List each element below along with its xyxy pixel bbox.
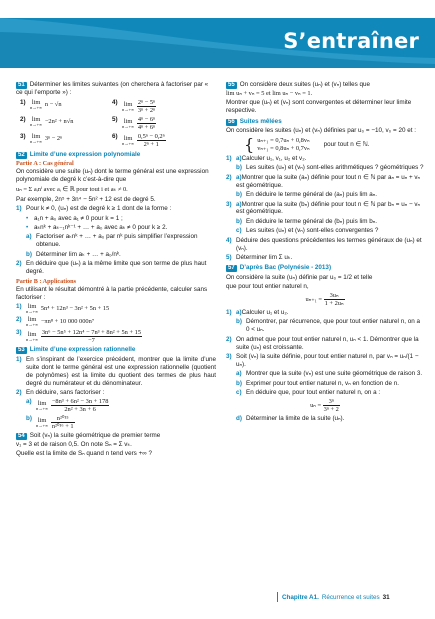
paragraph: En utilisant le résultat démontré à la partie précédente, calculer sans factoriser : — [16, 285, 208, 301]
exercise-intro: Déterminer les limites suivantes (on cherchera à factoriser par « ce qui l’emporte ») : — [16, 81, 209, 96]
item-label: 4) — [112, 98, 118, 106]
limit-item — [112, 116, 216, 131]
item-label: 2) — [20, 115, 26, 123]
item-label: b) — [236, 164, 242, 172]
question-text: Déduire des questions précédentes les termes généraux de (uₙ) et (vₙ). — [236, 236, 422, 252]
exercise-title: D’après Bac (Polynésie - 2013) — [239, 264, 332, 272]
question — [226, 191, 424, 199]
lim-word: lim — [123, 100, 133, 108]
limit-item — [112, 133, 216, 148]
item-label: b) — [236, 191, 242, 199]
chapter-label: Chapitre A1. — [282, 594, 319, 601]
item-label: 1) — [16, 205, 22, 213]
system-note: pour tout n ∈ ℕ. — [323, 141, 370, 149]
question — [226, 164, 424, 172]
page-number: 31 — [382, 594, 390, 601]
question — [226, 336, 424, 352]
lim-sub: n→+∞ — [26, 336, 39, 342]
question-text: Soit (vₙ) la suite définie, pour tout entier naturel n, par vₙ = uₙ/(1 − uₙ). — [236, 352, 419, 368]
paragraph: On considère une suite (uₙ) dont le terme général est une expression polynomiale de degré k c’est-à-dire que — [16, 168, 209, 184]
bullet — [16, 215, 216, 223]
limit-item — [112, 99, 216, 114]
denominator: 4ⁿ + 6ⁿ — [137, 123, 156, 131]
lim-sub: n→+∞ — [30, 121, 43, 127]
bullet-icon: • — [26, 223, 29, 231]
paragraph: Par exemple, 2n⁵ + 3n⁴ − 5n² + 12 est de degré 5. — [16, 196, 156, 204]
item-label: 2) — [16, 315, 22, 323]
header-banner — [0, 18, 435, 68]
lim-word: lim — [123, 134, 133, 142]
bullet — [16, 224, 216, 232]
exercise-number: 51 — [18, 82, 25, 88]
item-label: 1) — [226, 155, 232, 162]
lim-word: lim — [31, 98, 41, 106]
item-label: 1) — [226, 308, 232, 316]
question-list — [226, 155, 424, 262]
limit-item — [16, 316, 216, 328]
question-text: Calculer u₁ et u₂. — [241, 308, 289, 316]
formula: uₙ = Σ aᵢnⁱ avec aᵢ ∈ ℝ pour tout i et aₖ ≠ 0. — [16, 186, 128, 194]
numerator: 2ⁿ − 5ⁿ — [137, 98, 156, 106]
question-text: Démontrer, par récurrence, que pour tout entier naturel n, on a 0 < uₙ. — [246, 318, 420, 334]
lim-word: lim — [27, 330, 37, 338]
lim-word: lim — [37, 400, 47, 408]
item-label: 4) — [226, 236, 232, 244]
item-label: 5) — [226, 253, 232, 261]
limit-expression: 3ⁿ − 2ⁿ — [44, 135, 63, 143]
item-label: 3) — [16, 328, 22, 336]
question-text: En déduire, sans factoriser : — [26, 388, 105, 396]
item-label: a) — [236, 200, 242, 208]
formula-lhs: uₙ = — [310, 402, 322, 410]
lim-sub: n→+∞ — [26, 308, 39, 314]
bullet-text: aₖnᵏ + aₖ₋₁nᵏ⁻¹ + … + a₀ avec aₖ ≠ 0 pour k ≥ 2. — [34, 223, 168, 231]
question — [16, 389, 216, 397]
numerator: −8n³ + 6n² − 3n + 178 — [51, 398, 109, 406]
system-line: vₙ₊₁ = 0,8uₙ + 0,7vₙ — [257, 145, 310, 152]
limit-item — [16, 303, 216, 315]
question-text: En déduire le terme général de (aₙ) puis lim aₙ. — [246, 191, 378, 199]
numerator: 3uₙ — [324, 292, 345, 300]
lim-sub: n→+∞ — [122, 123, 135, 129]
item-label: b) — [236, 318, 242, 326]
question-text: En déduire le terme général de (bₙ) puis lim bₙ. — [246, 217, 378, 225]
question-text: On admet que pour tout entier naturel n, uₙ < 1. Démontrer que la suite (uₙ) est croissante. — [236, 335, 419, 351]
numerator: 3ⁿ — [323, 398, 340, 406]
question-text: Les suites (uₙ) et (vₙ) sont-elles arithmétiques ? géométriques ? — [246, 164, 424, 172]
lim-sub: n→+∞ — [122, 106, 135, 112]
item-label: b) — [26, 414, 32, 422]
question — [16, 356, 216, 388]
item-label: 2) — [226, 335, 232, 343]
brace-icon: { — [244, 135, 255, 154]
exercise-51 — [16, 81, 216, 97]
question-text: Montrer que la suite (bₙ) définie pour tout n ∈ ℕ par bₙ = uₙ − vₙ est géométrique. — [236, 200, 421, 216]
exercise-number: 53 — [18, 347, 25, 354]
left-column — [16, 81, 216, 459]
item-label: b) — [236, 379, 242, 387]
question — [16, 260, 216, 276]
question — [226, 237, 424, 253]
exercise-number: 54 — [18, 432, 25, 439]
lim-sub: n→+∞ — [30, 138, 43, 144]
system-line: uₙ₊₁ = 0,7uₙ + 0,8vₙ — [257, 137, 310, 144]
item-label: 1) — [16, 302, 22, 310]
recurrence-formula — [226, 292, 424, 307]
exercise-title: Limite d’une expression rationnelle — [29, 346, 136, 354]
lim-word: lim — [27, 315, 37, 323]
bullet-text: a₁n + a₀ avec a₁ ≠ 0 pour k = 1 ; — [34, 214, 123, 222]
numerator: n²⁰¹⁵ — [51, 415, 75, 423]
question-text: Montrer que la suite (aₙ) définie pour tout n ∈ ℕ par aₙ = uₙ + vₙ est géométrique. — [236, 173, 421, 189]
item-label: 3) — [226, 352, 232, 360]
limit-item — [16, 398, 216, 413]
numerator: 4ⁿ − 6ⁿ — [137, 115, 156, 123]
limit-item — [20, 133, 112, 148]
question — [226, 174, 424, 190]
item-label: 2) — [16, 260, 22, 268]
limits-list — [16, 303, 216, 344]
recurrence-system — [244, 137, 424, 153]
item-label: c) — [236, 389, 242, 397]
item-label: 2) — [226, 173, 232, 181]
question — [226, 309, 424, 317]
part-b-heading: Partie B : Applications — [16, 277, 76, 285]
exercise-number: 56 — [228, 118, 235, 125]
exercise-text: v₁ = 3 et de raison 0,5. On note Sₙ = Σ vₖ. — [16, 441, 132, 448]
item-label: a) — [236, 370, 242, 378]
lim-word: lim — [31, 115, 41, 123]
exercise-number: 57 — [228, 265, 235, 272]
limit-item — [16, 415, 216, 430]
exercise-57 — [226, 264, 424, 272]
footer-divider — [277, 592, 278, 602]
item-label: d) — [236, 414, 242, 422]
exercise-number: 55 — [228, 82, 235, 88]
limit-expression: −2n² + n√n — [44, 118, 74, 126]
exercise-title: Suites mêlées — [239, 117, 282, 125]
numerator: 0,5ⁿ − 0,2ⁿ — [137, 132, 165, 140]
limit-expression: n − √n — [44, 101, 62, 109]
denominator: 3ⁿ + 2 — [323, 406, 339, 414]
question-text: Pour k ≠ 0, (uₙ) est de degré k ≥ 1 dont de la forme : — [26, 205, 172, 213]
question — [226, 380, 424, 388]
item-label: 2) — [16, 388, 22, 396]
question — [226, 415, 424, 423]
question-text: En s’inspirant de l’exercice précédent, montrer que la limite d’une suite dont le terme général est une expression rationnelle (quotient de polynômes) est la limite du quotient des termes de plus haut degré du numérateur et du dénominateur. — [26, 355, 216, 387]
denominator: −7 — [88, 336, 95, 344]
exercise-54 — [16, 432, 216, 440]
question — [226, 218, 424, 226]
lim-word: lim — [37, 416, 47, 424]
exercise-53 — [16, 346, 216, 354]
question-text: En déduire que, pour tout entier naturel n, on a : — [246, 389, 381, 397]
question-text: En déduire que (uₙ) a la même limite que son terme de plus haut degré. — [26, 260, 207, 275]
question-text: Déterminer lim aₖ + … + a₀/nᵏ. — [36, 250, 121, 258]
lim-word: lim — [123, 117, 133, 125]
exercise-text: Soit (vₙ) la suite géométrique de premier terme — [29, 431, 161, 439]
item-label: b) — [236, 217, 242, 225]
item-label: a) — [26, 398, 32, 406]
question — [226, 201, 424, 217]
question-text: Montrer que la suite (vₙ) est une suite géométrique de raison 3. — [246, 370, 423, 378]
exercise-52 — [16, 151, 216, 159]
question — [16, 205, 216, 213]
item-label: a) — [236, 155, 242, 162]
exercise-text: On considère deux suites (uₙ) et (vₙ) telles que — [239, 81, 371, 88]
part-a-heading: Partie A : Cas général — [16, 160, 74, 168]
question — [226, 353, 424, 369]
question-text: Déterminer la limite de la suite (uₙ). — [246, 414, 345, 422]
question — [16, 251, 216, 259]
exercise-text: lim uₙ + vₙ = 5 et lim uₙ − vₙ = 1. — [226, 90, 313, 98]
question-text: Calculer u₁, v₁, u₂ et v₂. — [241, 155, 307, 162]
item-label: a) — [236, 308, 242, 316]
item-label: c) — [236, 227, 242, 235]
question — [226, 254, 424, 262]
question — [226, 155, 424, 163]
question-text: Les suites (uₙ) et (vₙ) sont-elles convergentes ? — [246, 227, 379, 235]
item-label: a) — [236, 173, 242, 181]
exercise-55 — [226, 81, 424, 89]
question — [226, 370, 424, 378]
question-list — [226, 309, 424, 423]
lim-word: lim — [31, 132, 41, 140]
right-column — [226, 81, 424, 425]
formula-lhs: uₙ₊₁ = — [305, 296, 322, 304]
paragraph: que pour tout entier naturel n, — [226, 282, 309, 290]
denominator: 3ⁿ + 2ⁿ — [137, 106, 156, 114]
question-text: Factoriser aₖnᵏ + … + a₀ par nᵏ puis simplifier l’expression obtenue. — [36, 233, 198, 249]
question-text: Déterminer lim Σ uₖ. — [236, 253, 293, 261]
item-label: b) — [26, 250, 32, 258]
denominator: n²⁰¹⁶ + 1 — [51, 422, 74, 430]
limit-item — [16, 329, 216, 344]
question — [226, 318, 424, 334]
lim-word: lim — [27, 302, 37, 310]
lim-sub: n→+∞ — [36, 422, 49, 428]
question — [16, 233, 216, 249]
question — [226, 389, 424, 397]
item-label: 1) — [16, 355, 22, 363]
paragraph: On considère la suite (uₙ) définie par u₀ = 1/2 et telle — [226, 273, 373, 281]
item-label: a) — [26, 233, 32, 241]
result-formula — [226, 398, 424, 413]
limit-item — [20, 116, 112, 131]
limit-item — [20, 99, 112, 114]
question-list — [16, 205, 216, 276]
item-label: 6) — [112, 132, 118, 140]
exercise-text: Montrer que (uₙ) et (vₙ) sont convergentes et déterminer leur limite respective. — [226, 99, 412, 115]
item-label: 3) — [226, 200, 232, 208]
limit-expression: −πn⁸ + 10 000 000n⁷ — [40, 318, 95, 325]
page-footer — [282, 594, 390, 601]
numerator: 3n⁶ − 5n⁵ + 12n⁴ − 7n³ + 8n² + 5n + 15 — [41, 328, 142, 336]
question-text: Exprimer pour tout entier naturel n, vₙ en fonction de n. — [246, 379, 400, 387]
chapter-title: Récurrence et suites — [321, 594, 380, 601]
lim-sub: n→+∞ — [30, 104, 43, 110]
item-label: 1) — [20, 98, 26, 106]
exercise-number: 52 — [18, 151, 25, 158]
paragraph: On considère les suites (uₙ) et (vₙ) définies par u₀ = −10, v₀ = 20 et : — [226, 127, 416, 135]
item-label: 5) — [112, 115, 118, 123]
bullet-icon: • — [26, 214, 29, 222]
lim-sub: n→+∞ — [122, 140, 135, 146]
limit-expression: 5n⁴ + 12n³ − 3n² + 5n + 15 — [40, 305, 110, 312]
exercise-text: Quelle est la limite de Sₙ quand n tend vers +∞ ? — [16, 450, 152, 458]
question-list — [16, 356, 216, 430]
question — [226, 227, 424, 235]
exercise-title: Limite d’une expression polynomiale — [29, 150, 141, 158]
denominator: 1 + 2uₙ — [324, 300, 344, 308]
lim-sub: n→+∞ — [36, 406, 49, 412]
denominator: 2n² + 3n + 6 — [64, 406, 96, 414]
section-title: S’entraîner — [283, 29, 419, 53]
lim-sub: n→+∞ — [26, 321, 39, 327]
denominator: 2ⁿ + 1 — [143, 140, 159, 148]
exercise-56 — [226, 118, 424, 126]
item-label: 3) — [20, 132, 26, 140]
limits-list — [20, 99, 216, 148]
